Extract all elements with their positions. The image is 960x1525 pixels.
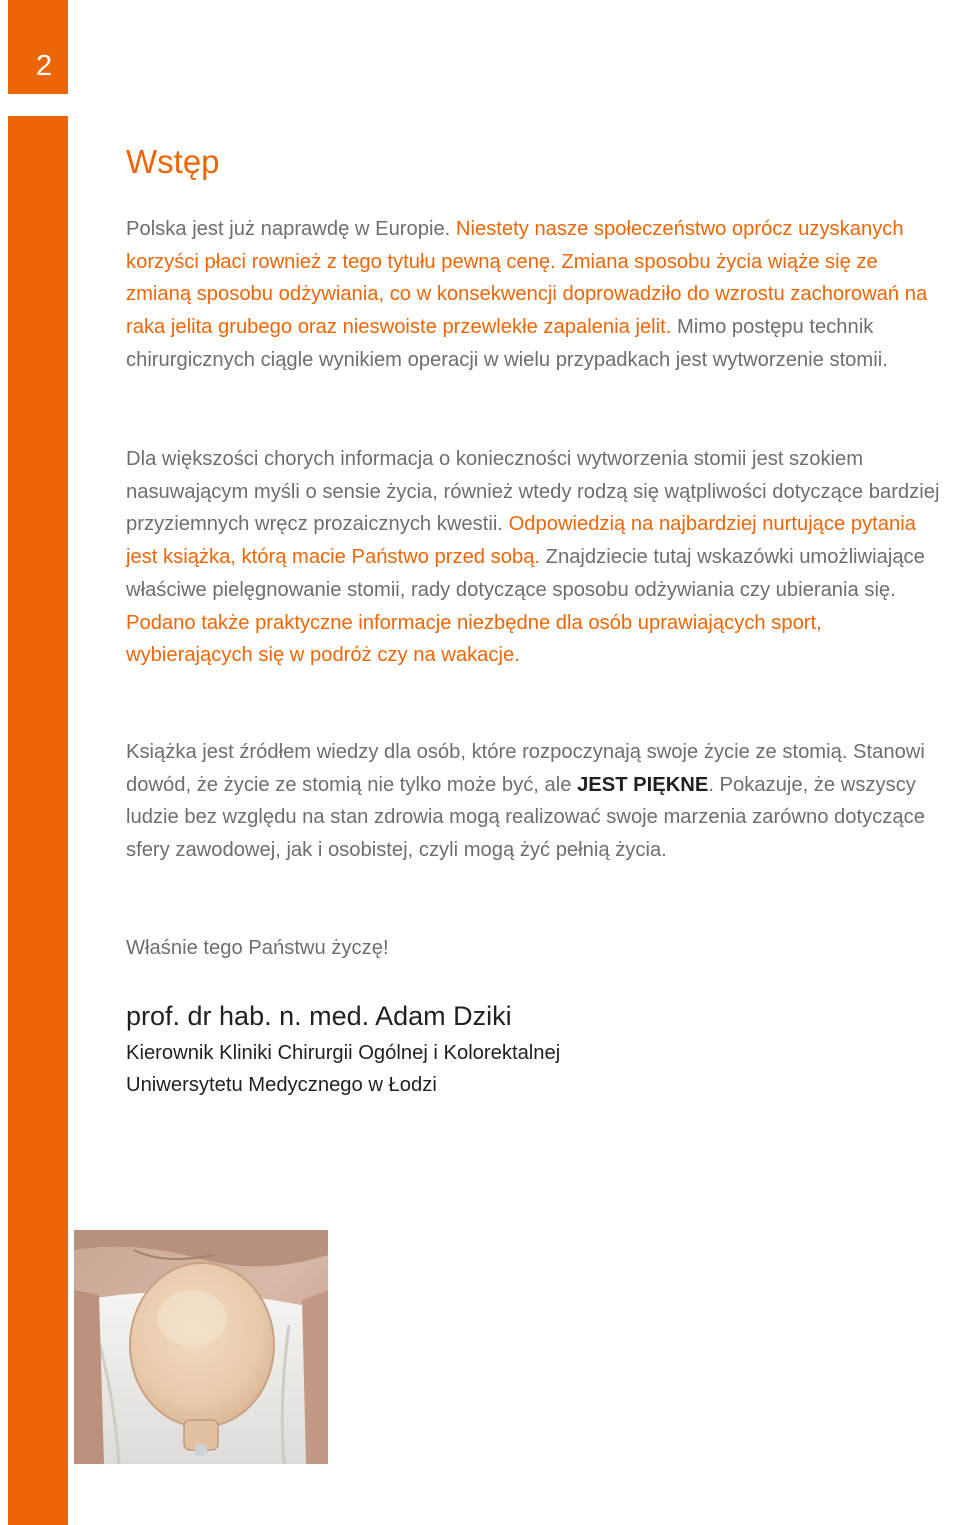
closing-emphasis: JEST PIĘKNE: [577, 773, 709, 796]
closing-text-2: . Pokazuje, że wszyscy ludzie bez względu na stan zdrowia mogą realizować swoje marzenia zarówno dotyczące sfery zawodowej, jak i osobistej, czyli mogą żyć pełnią życia.: [126, 773, 925, 862]
ostomy-photo-illustration: [74, 1230, 328, 1464]
page-number-tab: [8, 0, 68, 94]
body-text-2: Odpowiedzią na najbardziej nurtujące pytania jest książka, którą macie Państwo przed sobą.: [126, 513, 916, 569]
author-name: prof. dr hab. n. med. Adam Dziki: [126, 1001, 512, 1031]
side-accent-bar: [8, 116, 68, 1525]
page-title: Wstęp: [126, 143, 220, 180]
intro-text-3: Mimo postępu technik chirurgicznych ciągle wynikiem operacji w wielu przypadkach jest wytworzenie stomii.: [126, 316, 888, 371]
intro-text-1: Polska jest już naprawdę w Europie.: [126, 218, 456, 240]
ostomy-bag-photo: [74, 1230, 328, 1464]
closing-paragraph: [126, 736, 941, 867]
author-title-line-2: Uniwersytetu Medycznego w Łodzi: [126, 1074, 437, 1096]
closing-text-1: Książka jest źródłem wiedzy dla osób, które rozpoczynają swoje życie ze stomią. Stanowi dowód, że życie ze stomią nie tylko może być, ale: [126, 741, 925, 796]
intro-paragraph: [126, 213, 941, 377]
body-text-1: Dla większości chorych informacja o konieczności wytworzenia stomii jest szokiem nasuwającym myśli o sensie życia, również wtedy rodzą się wątpliwości dotyczące bardziej przyziemnych wręcz prozaicznych kwestii.: [126, 448, 940, 536]
intro-text-2: Niestety nasze społeczeństwo oprócz uzyskanych korzyści płaci rownież z tego tytułu pewną cenę. Zmiana sposobu życia wiąże się ze zmianą sposobu odżywiania, co w konsekwencji doprowadziło do wzrostu zachorowań na raka jelita grubego oraz nieswoiste przewlekłe zapalenia jelit.: [126, 218, 928, 339]
body-text-3: Znajdziecie tutaj wskazówki umożliwiające właściwe pielęgnowanie stomii, rady dotyczące sposobu odżywiania czy ubierania się.: [126, 546, 925, 601]
body-text-4: Podano także praktyczne informacje niezbędne dla osób uprawiających sport, wybierających się w podróż czy na wakacje.: [126, 611, 822, 667]
page-number: 2: [36, 50, 53, 82]
body-paragraph: [126, 443, 941, 672]
wish-line: Właśnie tego Państwu życzę!: [126, 937, 389, 959]
author-title-line-1: Kierownik Kliniki Chirurgii Ogólnej i Kolorektalnej: [126, 1042, 561, 1064]
